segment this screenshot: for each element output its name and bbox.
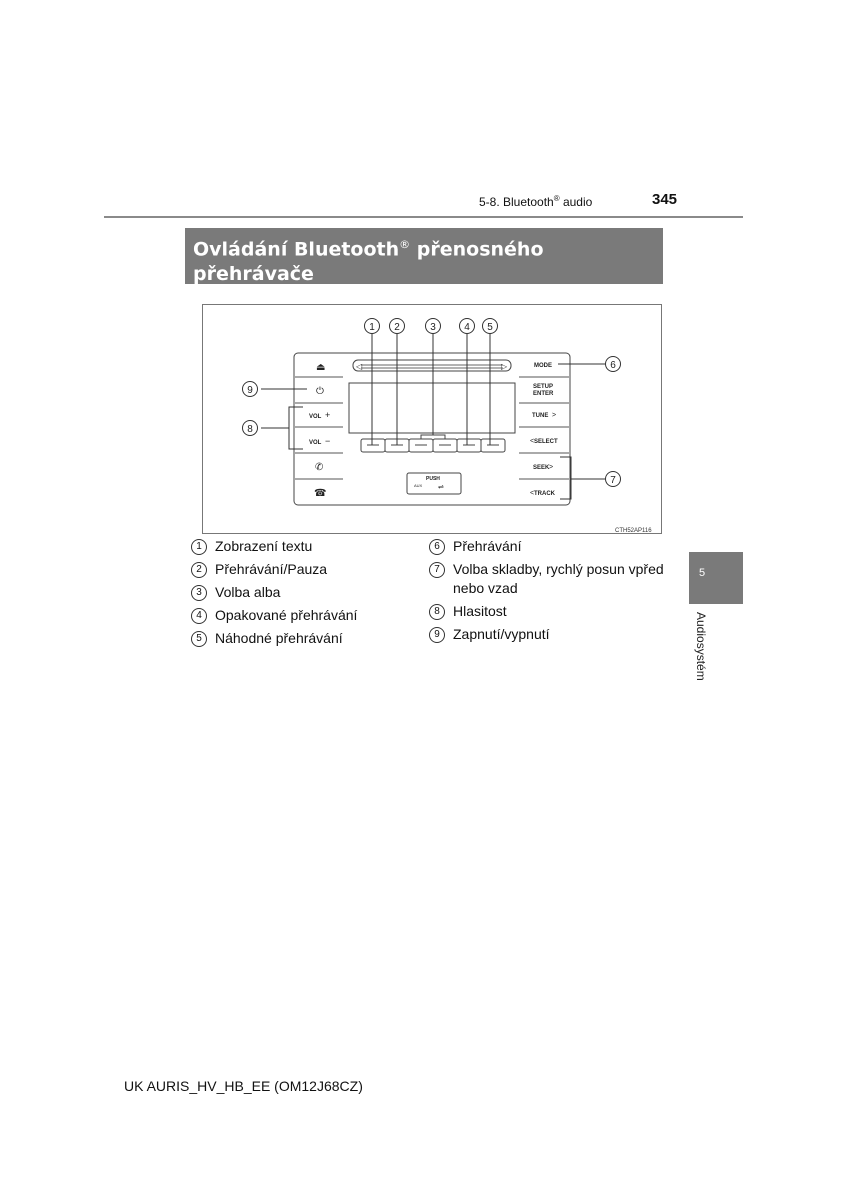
registered-mark: ® — [553, 194, 560, 203]
tune-label: TUNE — [532, 413, 549, 419]
legend-item — [429, 537, 669, 556]
legend-number: 7 — [429, 562, 445, 578]
slot-left-icon: ◁ — [356, 362, 363, 371]
callout-4 — [460, 319, 475, 334]
legend-item — [429, 602, 669, 621]
audio-unit-diagram — [203, 305, 663, 535]
section-header-suffix: audio — [559, 195, 593, 209]
callout-number: 6 — [610, 360, 616, 371]
callout-1 — [365, 319, 380, 334]
legend-item — [191, 537, 357, 556]
chapter-tab: 5 — [689, 552, 743, 604]
slot-right-icon: ▷ — [501, 362, 508, 371]
chapter-label: Audiosystém — [694, 612, 708, 681]
legend-number: 5 — [191, 631, 207, 647]
legend-item — [191, 606, 357, 625]
mode-label: MODE — [534, 363, 552, 369]
title-line-2: přehrávače — [193, 263, 314, 286]
legend-text: Hlasitost — [453, 603, 507, 619]
legend-item — [191, 629, 357, 648]
enter-label: ENTER — [533, 391, 554, 397]
callout-number: 4 — [464, 322, 470, 333]
legend-text: Zobrazení textu — [215, 538, 313, 554]
legend-item — [191, 560, 357, 579]
callout-2 — [390, 319, 405, 334]
callout-8 — [243, 421, 258, 436]
legend-text: Náhodné přehrávání — [215, 630, 343, 646]
legend-right — [429, 537, 669, 648]
figure-code: CTH52AP116 — [615, 528, 652, 534]
callout-number: 5 — [487, 322, 493, 333]
legend-number: 3 — [191, 585, 207, 601]
legend-text: Zapnutí/vypnutí — [453, 626, 550, 642]
legend-text: Volba skladby, rychlý posun vpřed nebo vzad — [453, 561, 664, 596]
footer-code: UK AURIS_HV_HB_EE (OM12J68CZ) — [124, 1078, 363, 1094]
callout-7 — [606, 472, 621, 487]
push-label: PUSH — [426, 476, 440, 482]
track-label: TRACK — [534, 491, 555, 497]
legend-item — [191, 583, 357, 602]
phone-hangup-icon: ☎ — [314, 488, 327, 499]
legend-text: Opakované přehrávání — [215, 607, 358, 623]
vol-plus-label: VOL — [309, 414, 322, 420]
callout-number: 8 — [247, 424, 253, 435]
legend-number: 1 — [191, 539, 207, 555]
legend-number: 9 — [429, 627, 445, 643]
chevron-right-icon: > — [552, 412, 557, 419]
vol-minus-label: VOL — [309, 440, 322, 446]
chevron-left-icon: < — [530, 438, 535, 445]
select-label: SELECT — [534, 439, 558, 445]
page-title — [185, 228, 663, 284]
legend-number: 8 — [429, 604, 445, 620]
eject-icon: ⏏ — [316, 362, 326, 373]
callout-number: 2 — [394, 322, 400, 333]
aux-label: AUX — [414, 483, 423, 488]
page-number: 345 — [652, 191, 678, 208]
legend-item — [429, 560, 669, 598]
power-icon: ⏻ — [316, 386, 324, 397]
callout-number: 3 — [430, 322, 436, 333]
title-text-suffix: přenosného — [410, 238, 544, 261]
legend-number: 2 — [191, 562, 207, 578]
audio-unit-figure — [202, 304, 662, 534]
usb-icon: ⇌ — [438, 484, 444, 491]
plus-icon: + — [325, 410, 331, 420]
seek-label: SEEK — [533, 465, 550, 471]
callout-number: 9 — [247, 385, 253, 396]
callout-number: 1 — [369, 322, 375, 333]
callout-6 — [606, 357, 621, 372]
setup-label: SETUP — [533, 384, 554, 390]
legend-item — [429, 625, 669, 644]
header-divider — [104, 216, 743, 218]
callout-5 — [483, 319, 498, 334]
section-header — [479, 194, 592, 209]
phone-pickup-icon: ✆ — [315, 462, 324, 473]
title-line-1 — [193, 232, 655, 262]
chevron-left-icon: < — [530, 490, 535, 497]
callout-9 — [243, 382, 258, 397]
legend-number: 4 — [191, 608, 207, 624]
callout-3 — [426, 319, 441, 334]
legend-left — [191, 537, 357, 652]
legend-text: Přehrávání — [453, 538, 522, 554]
title-text: Ovládání Bluetooth — [193, 238, 400, 261]
legend-number: 6 — [429, 539, 445, 555]
section-header-text: 5-8. Bluetooth — [479, 195, 554, 209]
minus-icon: − — [325, 436, 331, 446]
legend-text: Přehrávání/Pauza — [215, 561, 328, 577]
callout-number: 7 — [610, 475, 616, 486]
legend-text: Volba alba — [215, 584, 281, 600]
chevron-right-icon: > — [549, 464, 554, 471]
registered-mark: ® — [399, 238, 411, 251]
